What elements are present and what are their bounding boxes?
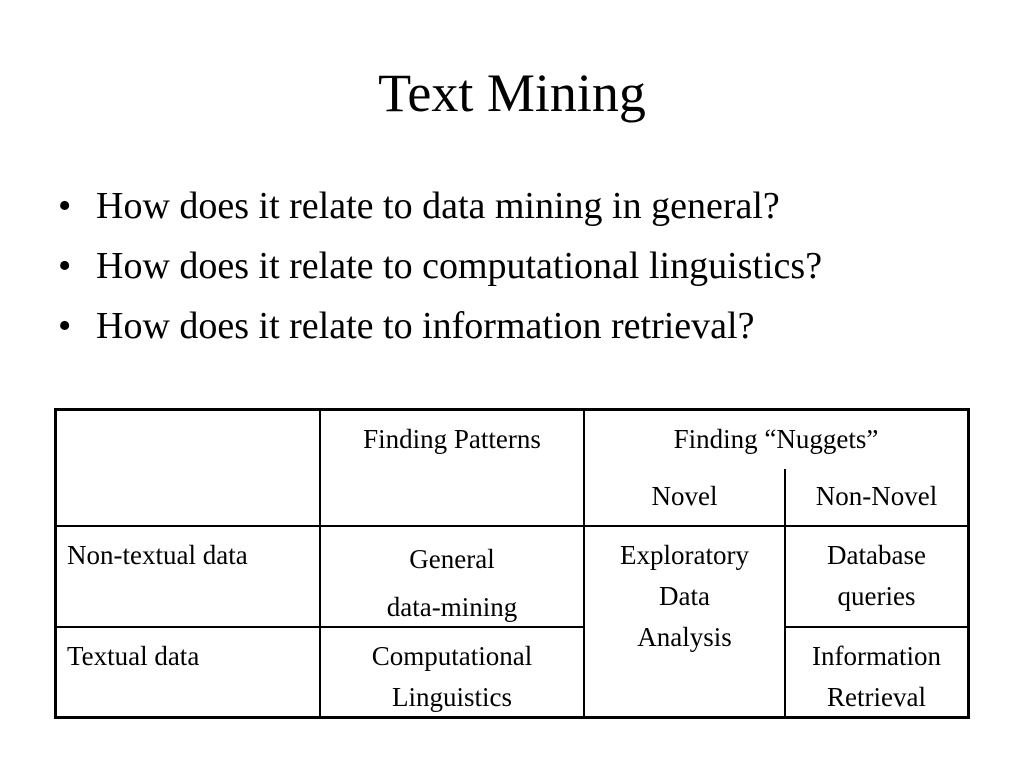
cell-information-retrieval <box>786 636 967 718</box>
cell-line: Analysis <box>637 622 732 652</box>
cell-line: Information <box>812 641 941 671</box>
cell-line: General <box>409 544 495 574</box>
bullet-item <box>58 176 822 236</box>
bullet-item <box>58 296 822 356</box>
bullet-icon: • <box>58 185 72 227</box>
bullet-list <box>58 176 822 356</box>
bullet-text: How does it relate to data mining in general? <box>96 185 780 227</box>
header-finding-nuggets: Finding “Nuggets” <box>673 424 879 454</box>
row-label-non-textual: Non-textual data <box>67 540 248 570</box>
bullet-text: How does it relate to information retrieval? <box>96 305 755 347</box>
bullet-icon: • <box>58 245 72 287</box>
cell-database-queries <box>786 535 967 617</box>
cell-exploratory-data-analysis <box>585 535 784 658</box>
row-label-textual: Textual data <box>67 641 200 671</box>
header-non-novel: Non-Novel <box>815 481 938 511</box>
cell-line: Computational <box>371 641 533 671</box>
cell-line: queries <box>837 581 916 611</box>
cell-line: Linguistics <box>392 682 512 712</box>
cell-line: Retrieval <box>827 682 926 712</box>
table-divider <box>57 525 967 527</box>
cell-line: Data <box>659 581 710 611</box>
cell-computational-linguistics <box>319 636 585 718</box>
slide-title: Text Mining <box>378 63 646 123</box>
comparison-table <box>54 408 970 719</box>
table-divider <box>784 626 967 628</box>
bullet-text: How does it relate to computational linguistics? <box>96 245 823 287</box>
cell-line: Database <box>827 540 926 570</box>
cell-line: Exploratory <box>620 540 749 570</box>
bullet-icon: • <box>58 305 72 347</box>
cell-general-data-mining <box>319 535 585 631</box>
bullet-item <box>58 236 822 296</box>
cell-line: data-mining <box>386 592 518 622</box>
header-novel: Novel <box>651 481 718 511</box>
header-finding-patterns: Finding Patterns <box>363 424 541 454</box>
